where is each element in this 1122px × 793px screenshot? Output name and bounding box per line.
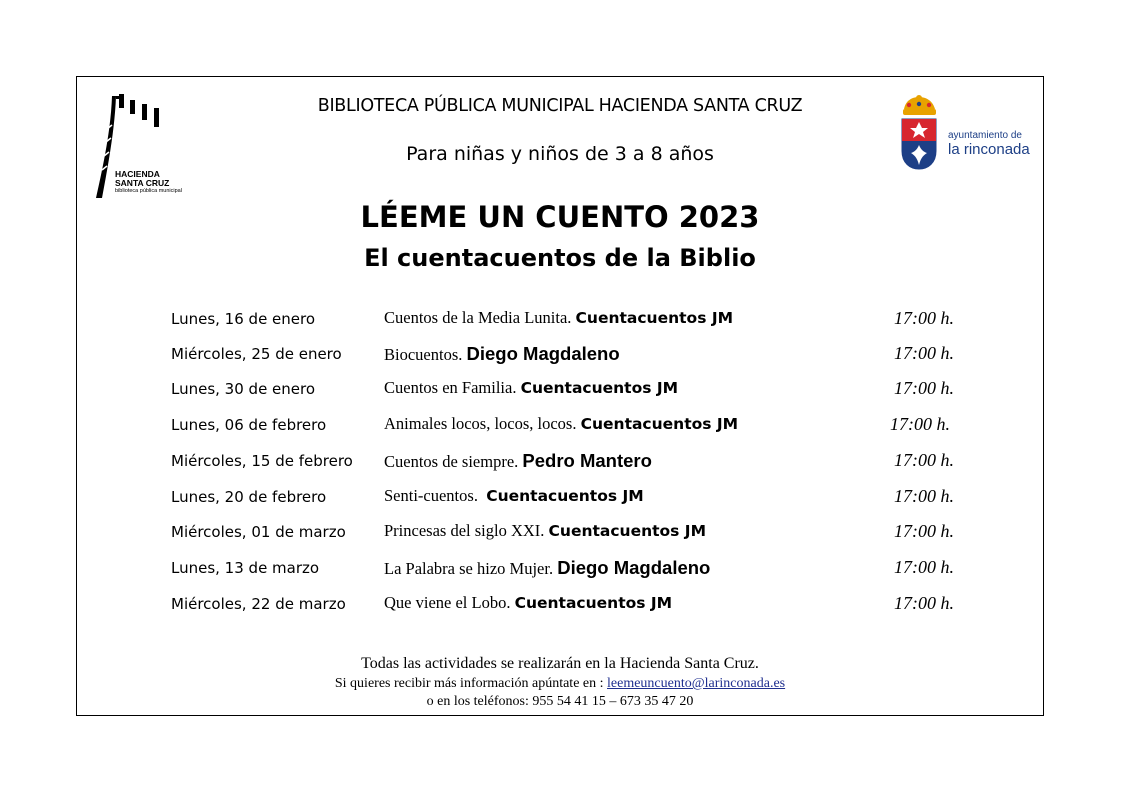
logo-right-line2: la rinconada xyxy=(948,141,1030,158)
schedule-row xyxy=(0,404,1122,438)
schedule-row xyxy=(0,368,1122,402)
event-title: LÉEME UN CUENTO 2023 xyxy=(360,200,760,234)
phones-line: o en los teléfonos: 955 54 41 15 – 673 35 47 20 xyxy=(426,694,694,709)
logo-left-line2: SANTA CRUZ xyxy=(115,178,170,188)
session-title-cell xyxy=(384,557,710,579)
session-date: Miércoles, 22 de marzo xyxy=(171,595,346,613)
event-subtitle: El cuentacuentos de la Biblio xyxy=(364,244,756,272)
session-title: Senti-cuentos. xyxy=(384,486,478,505)
session-performer: Cuentacuentos JM xyxy=(520,379,679,397)
session-title-cell xyxy=(384,450,652,472)
session-title-cell xyxy=(384,343,620,365)
audience-text: Para niñas y niños de 3 a 8 años xyxy=(406,143,714,165)
schedule-row xyxy=(0,583,1122,617)
session-time: 17:00 h. xyxy=(894,378,954,398)
session-title-cell xyxy=(384,486,644,506)
logo-left-line3: biblioteca pública municipal xyxy=(115,188,182,194)
session-title-cell xyxy=(384,593,672,613)
session-performer: Diego Magdaleno xyxy=(557,557,711,578)
session-date: Lunes, 16 de enero xyxy=(171,310,316,328)
session-date: Lunes, 13 de marzo xyxy=(171,559,320,577)
session-date: Miércoles, 01 de marzo xyxy=(171,523,346,541)
session-time: 17:00 h. xyxy=(894,486,954,506)
logo-right-line1: ayuntamiento de xyxy=(948,130,1022,141)
session-performer: Cuentacuentos JM xyxy=(580,415,739,433)
session-title: Princesas del siglo XXI. xyxy=(384,521,545,540)
session-performer: Cuentacuentos JM xyxy=(548,522,706,540)
session-title-cell xyxy=(384,378,678,398)
session-performer: Cuentacuentos JM xyxy=(486,487,644,505)
schedule-row xyxy=(0,511,1122,545)
schedule-row xyxy=(0,440,1122,474)
session-performer: Cuentacuentos JM xyxy=(514,594,673,612)
info-prefix: Si quieres recibir más información apúntate en : xyxy=(334,676,604,691)
session-time: 17:00 h. xyxy=(894,343,954,363)
email-link[interactable]: leemeuncuento@larinconada.es xyxy=(607,676,786,691)
schedule-row xyxy=(0,333,1122,367)
session-date: Miércoles, 15 de febrero xyxy=(171,452,353,470)
schedule-row xyxy=(0,298,1122,332)
session-title: Cuentos de la Media Lunita. xyxy=(384,308,572,327)
session-performer: Pedro Mantero xyxy=(522,450,652,471)
session-title: Biocuentos. xyxy=(384,345,463,364)
session-time: 17:00 h. xyxy=(894,521,954,541)
session-title: La Palabra se hizo Mujer. xyxy=(384,559,554,578)
venue-note: Todas las actividades se realizarán en la Hacienda Santa Cruz. xyxy=(361,655,759,672)
session-date: Miércoles, 25 de enero xyxy=(171,345,342,363)
session-date: Lunes, 20 de febrero xyxy=(171,488,327,506)
info-line xyxy=(200,676,920,692)
session-title: Que viene el Lobo. xyxy=(384,593,511,612)
session-time: 17:00 h. xyxy=(894,557,954,577)
schedule-row xyxy=(0,476,1122,510)
session-performer: Cuentacuentos JM xyxy=(575,309,734,327)
session-time: 17:00 h. xyxy=(890,414,950,434)
session-title-cell xyxy=(384,414,738,434)
session-time: 17:00 h. xyxy=(894,308,954,328)
session-date: Lunes, 06 de febrero xyxy=(171,416,327,434)
schedule-row xyxy=(0,547,1122,581)
session-title-cell xyxy=(384,521,706,541)
session-title-cell xyxy=(384,308,733,328)
session-title: Cuentos en Familia. xyxy=(384,378,517,397)
library-name: BIBLIOTECA PÚBLICA MUNICIPAL HACIENDA SANTA CRUZ xyxy=(317,96,803,116)
session-date: Lunes, 30 de enero xyxy=(171,380,316,398)
logo-left-line1: HACIENDA xyxy=(115,169,160,179)
session-title: Cuentos de siempre. xyxy=(384,452,519,471)
session-performer: Diego Magdaleno xyxy=(466,343,620,364)
session-time: 17:00 h. xyxy=(894,593,954,613)
session-time: 17:00 h. xyxy=(894,450,954,470)
session-title: Animales locos, locos, locos. xyxy=(384,414,577,433)
